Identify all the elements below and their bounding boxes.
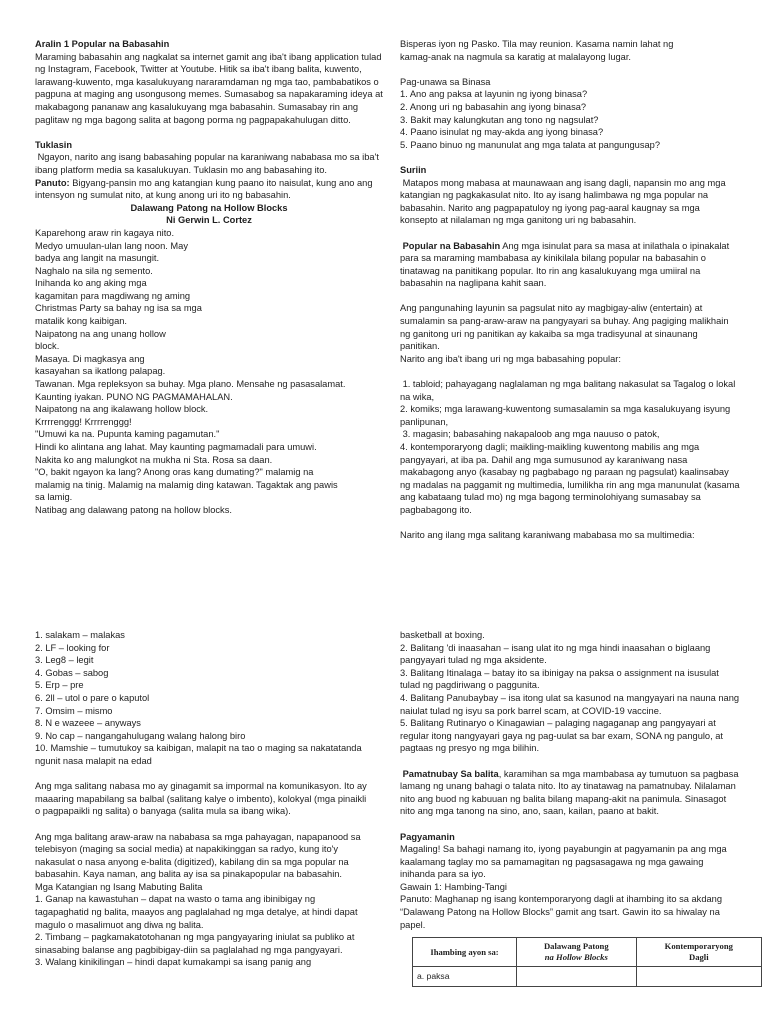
- pamatnubay-paragraph: [400, 768, 740, 818]
- table-cell: [636, 967, 761, 987]
- word-item: 6. 2ll – utol o pare o kaputol: [35, 692, 150, 703]
- panuto-paragraph: [35, 177, 383, 202]
- story-line: Naipatong na ang ikalawang hollow block.: [35, 404, 209, 415]
- salita-paragraph: Ang mga salitang nabasa mo ay ginagamit sa impormal na komunikasyon. Ito ay maaaring mapabilang sa balbal (salitang kalye o imbento), kolokyal (mga pinaikli o pagpapaikli ng salita) o banyaga (salita mula sa ibang wika).: [35, 781, 370, 817]
- table-cell: a. paksa: [413, 967, 517, 987]
- comparison-table: [412, 937, 762, 987]
- intro-paragraph: Maraming babasahin ang nagkalat sa internet gamit ang iba't ibang application tulad ng Instagram, Facebook, Twitter at Youtube. Hitik sa iba't ibang balita, kuwento, larawang-kuwento, mga kasalukuyang nararamdaman ng mga tao, pambabatikos o pagpuna at maging ang usongusong memes. Sumasabog sa napakaraming ideya at makabagong pananaw ang kasalukuyang mga babasahin. Sumasabay rin ang paglitaw ng mga bagong salita at bagong porma ng pagpapakahulugan ditto.: [35, 51, 386, 125]
- word-item: 4. Gobas – sabog: [35, 667, 109, 678]
- unawa-heading: Pag-unawa sa Binasa: [400, 76, 491, 87]
- story-line: block.: [35, 341, 60, 352]
- popular-paragraph: [400, 240, 740, 290]
- balita-type-item: 4. Balitang Panubaybay – isa itong ulat sa kasunod na mangyayari na nauna nang naiulat tulad ng isyu sa pork barrel scam, at COVID-19 vaccine.: [400, 692, 742, 716]
- word-item: 10. Mamshie – tumutukoy sa kaibigan, malapit na tao o maging sa nakatatanda ngunit nasa malapit na edad: [35, 743, 365, 766]
- story-line: Medyo umuulan-ulan lang noon. May: [35, 240, 188, 251]
- story-line: "O, bakit ngayon ka lang? Anong oras kang dumating?" malamig na: [35, 467, 314, 478]
- pamatnubay-label: Pamatnubay Sa balita: [400, 768, 499, 779]
- tuklasin-heading: Tuklasin: [35, 139, 73, 150]
- balita-type-item: 2. Balitang 'di inaasahan – isang ulat ito ng mga hindi inaasahan o biglaang pangyayari tulad ng mga aksidente.: [400, 642, 713, 666]
- table-row: [413, 967, 762, 987]
- suriin-heading: Suriin: [400, 164, 427, 175]
- top-right-column: [400, 38, 743, 542]
- word-item: 7. Omsim – mismo: [35, 705, 113, 716]
- uri-item: 3. magasin; babasahing nakapaloob ang mga nauuso o patok,: [400, 429, 660, 440]
- salita-intro-line: Narito ang ilang mga salitang karaniwang mababasa mo sa multimedia:: [400, 530, 695, 541]
- gawain-title: Gawain 1: Hambing-Tangi: [400, 881, 507, 892]
- story-line: Natibag ang dalawang patong na hollow blocks.: [35, 504, 232, 515]
- story-line: Hindi ko alintana ang lahat. May kaunting pagmamadali para umuwi.: [35, 442, 317, 452]
- word-item: 3. Leg8 – legit: [35, 655, 94, 666]
- uri-item: 4. kontemporaryong dagli; maikling-maikling kuwentong mabilis ang mga pangyayari, at iba pa. Dahil ang mga sumusunod ay karaniwang nasa makabagong anyo (kasabay ng pagbabago ng paraan ng pagsulat) kaalinsabay ng madalas na paggamit ng multimedia, lumilikha rin ang mga manunulat (kasama ang kabataang tulad mo) ng mga bagong terminolohiyang sumasabay sa pagbabagong ito.: [400, 442, 743, 515]
- story-line: matalik kong kaibigan.: [35, 316, 127, 327]
- word-item: 1. salakam – malakas: [35, 630, 125, 640]
- story-line: Christmas Party sa bahay ng isa sa mga: [35, 303, 202, 314]
- story-line: sa lamig.: [35, 492, 73, 503]
- balita-type-item: 3. Balitang Itinalaga – batay ito sa ibinigay na paksa o assignment na isusulat tulad ng pagdiriwang o paggunita.: [400, 667, 722, 691]
- katangian-item: 2. Timbang – pagkamakatotohanan ng mga pangyayaring iniulat sa publiko at sinasabing balanse ang pagbibigay-diin sa paglalahad ng mga pangyayari.: [35, 932, 358, 955]
- pagyamanin-paragraph: Magaling! Sa bahagi namang ito, iyong payabungin at pagyamanin pa ang mga kaalamang taglay mo sa pamamagitan ng pagsasagawa ng mga gawaing inihanda para sa iyo.: [400, 844, 730, 880]
- story-line: kagamitan para magdiwang ng aming: [35, 290, 191, 301]
- katangian-item: 3. Walang kinikilingan – hindi dapat kumakampi sa isang panig ang: [35, 957, 312, 968]
- suriin-paragraph: Matapos mong mabasa at maunawaan ang isang dagli, napansin mo ang mga katangian ng pagkakasulat nito. Ito ay isang halimbawa ng mga popular na babasahin. Narito ang pagpapatuloy ng iyong pag-aaral kaugnay sa mga konsepto at nilalaman ng mga ganitong uri ng babasahin.: [400, 177, 729, 226]
- story-line: kasayahan sa ikatlong palapag.: [35, 366, 166, 377]
- story-line: "Umuwi ka na. Pupunta kaming pagamutan.": [35, 429, 220, 440]
- pamatnubay-text: , karamihan sa mga mambabasa ay tumutuon sa pagbasa lamang ng unang bahagi o talata nito. Ito ay tinatawag na pamatnubay. Nilalaman nito ang buod ng kabuuan ng balita bilang mapang-akit na panimula. Sinasagot nito ang mga tanong na sino, ano, saan, kailan, paano at bakit.: [400, 768, 742, 817]
- table-cell: [517, 967, 637, 987]
- gawain-instructions: Panuto: Maghanap ng isang kontemporaryong dagli at ihambing ito sa akdang “Dalawang Patong na Hollow Blocks” gamit ang tsart. Gawin ito sa hiwalay na papel.: [400, 894, 725, 930]
- unawa-item: 4. Paano isinulat ng may-akda ang iyong binasa?: [400, 127, 604, 138]
- story-line: Kaparehong araw rin kagaya nito.: [35, 227, 175, 238]
- balita-paragraph: Ang mga balitang araw-araw na nababasa sa mga pahayagan, napapanood sa telebisyon (maging sa social media) at napakikinggan sa radyo, kung ito'y nakasulat o nasa anyong e-balita (digitized), kabilang din sa mga popular na babasahin. Kaya naman, ang balita ay isa sa pinakapopular na babasahin.: [35, 831, 364, 880]
- unawa-item: 1. Ano ang paksa at layunin ng iyong binasa?: [400, 89, 588, 100]
- story-line: Kaunting iyakan. PUNO NG PAGMAMAHALAN.: [35, 391, 233, 402]
- balita-type-item: 5. Balitang Rutinaryo o Kinagawian – palaging nagaganap ang pangyayari at regular itong nangyayari gaya ng pag-uulat sa bar exam, SONA ng pangulo, at pagtaas ng presyo ng mga bilihin.: [400, 718, 726, 754]
- story-line: Inihanda ko ang aking mga: [35, 278, 147, 289]
- story-line: badya ang langit na masungit.: [35, 253, 160, 264]
- story-line: Tawanan. Mga repleksyon sa buhay. Mga plano. Mensahe ng pasasalamat.: [35, 379, 346, 390]
- pagyamanin-heading: Pagyamanin: [400, 831, 455, 842]
- story-line: Naipatong na ang unang hollow: [35, 328, 166, 339]
- popular-text: Ang mga isinulat para sa masa at inilathala o ipinakalat para sa maraming mambabasa ay kinikilala bilang popular na babasahin o tinatawag na panitikang popular. Ito rin ang kasalukuyang mga umiiral na babasahin na naglipana kahit saan.: [400, 240, 732, 289]
- katangian-item: 1. Ganap na kawastuhan – dapat na wasto o tama ang ibinibigay ng tagapaghatid ng balita, maayos ang paglalahad ng mga detalye, at hindi dapat magulo o masalimuot ang diwa ng balita.: [35, 894, 361, 930]
- story-line: Naghalo na sila ng semento.: [35, 265, 153, 276]
- top-left-column: [35, 38, 386, 517]
- table-header-row: [413, 938, 762, 967]
- story-line: malamig na tinig. Malamig na malamig ding katawan. Tagaktak ang pawis: [35, 479, 338, 490]
- table-header-basis: Ihambing ayon sa:: [413, 938, 517, 967]
- katangian-heading: Mga Katangian ng Isang Mabuting Balita: [35, 881, 203, 892]
- story-line: Krrrrenggg! Krrrrenggg!: [35, 416, 132, 427]
- story-continuation-1: Bisperas iyon ng Pasko. Tila may reunion. Kasama namin lahat ng: [400, 39, 674, 49]
- story-author: Ni Gerwin L. Cortez: [166, 215, 252, 226]
- story-continuation-2: kamag-anak na nagmula sa karatig at malalayong lugar.: [400, 51, 632, 62]
- story-line: Nakita ko ang malungkot na mukha ni Sta. Rosa sa daan.: [35, 454, 273, 465]
- bottom-left-column: [35, 629, 370, 969]
- word-item: 9. No cap – nangangahulugang walang halong biro: [35, 730, 246, 741]
- panuto-label: Panuto:: [35, 177, 70, 188]
- table-header-dagli: Kontemporaryong Dagli: [636, 938, 761, 967]
- unawa-item: 2. Anong uri ng babasahin ang iyong binasa?: [400, 101, 587, 112]
- unawa-item: 3. Bakit may kalungkutan ang tono ng nagsulat?: [400, 114, 599, 125]
- balita-continuation: basketball at boxing.: [400, 630, 485, 640]
- word-item: 2. LF – looking for: [35, 642, 110, 653]
- layunin-paragraph: Ang pangunahing layunin sa pagsulat nito ay magbigay-aliw (entertain) at sumalamin sa pang-araw-araw na pangyayari sa buhay. Ang pagiging malikhain ng ganitong uri ng panitikan ay kakaiba sa mga tradisyunal at sinaunang panitikan.: [400, 303, 732, 352]
- popular-label: Popular na Babasahin: [400, 240, 501, 251]
- table-header-story: Dalawang Patong na Hollow Blocks: [517, 938, 637, 967]
- bottom-right-column: [400, 629, 740, 987]
- uri-item: 1. tabloid; pahayagang naglalaman ng mga balitang nakasulat sa Tagalog o lokal na wika,: [400, 379, 738, 402]
- story-line: Masaya. Di magkasya ang: [35, 353, 145, 364]
- narito-line: Narito ang iba't ibang uri ng mga babasahing popular:: [400, 353, 621, 364]
- panuto-text: Bigyang-pansin mo ang katangian kung paano ito naisulat, kung ano ang intensyon ng sumulat nito, at kung anong uri ito ng babasahin.: [35, 177, 376, 201]
- story-body: [35, 227, 383, 517]
- word-item: 8. N e wazeee – anyways: [35, 718, 141, 729]
- uri-item: 2. komiks; mga larawang-kuwentong sumasalamin sa mga kasalukuyang isyung panlipunan,: [400, 404, 733, 427]
- story-title: Dalawang Patong na Hollow Blocks: [130, 202, 288, 213]
- word-item: 5. Erp – pre: [35, 680, 84, 691]
- tuklasin-paragraph: Ngayon, narito ang isang babasahing popular na karaniwang nababasa mo sa iba't ibang platform media sa kasalukuyan. Tuklasin mo ang babasahing ito.: [35, 152, 382, 175]
- unawa-item: 5. Paano binuo ng manunulat ang mga talata at pangungusap?: [400, 139, 661, 150]
- lesson-title: Aralin 1 Popular na Babasahin: [35, 39, 170, 49]
- word-list: [35, 629, 370, 768]
